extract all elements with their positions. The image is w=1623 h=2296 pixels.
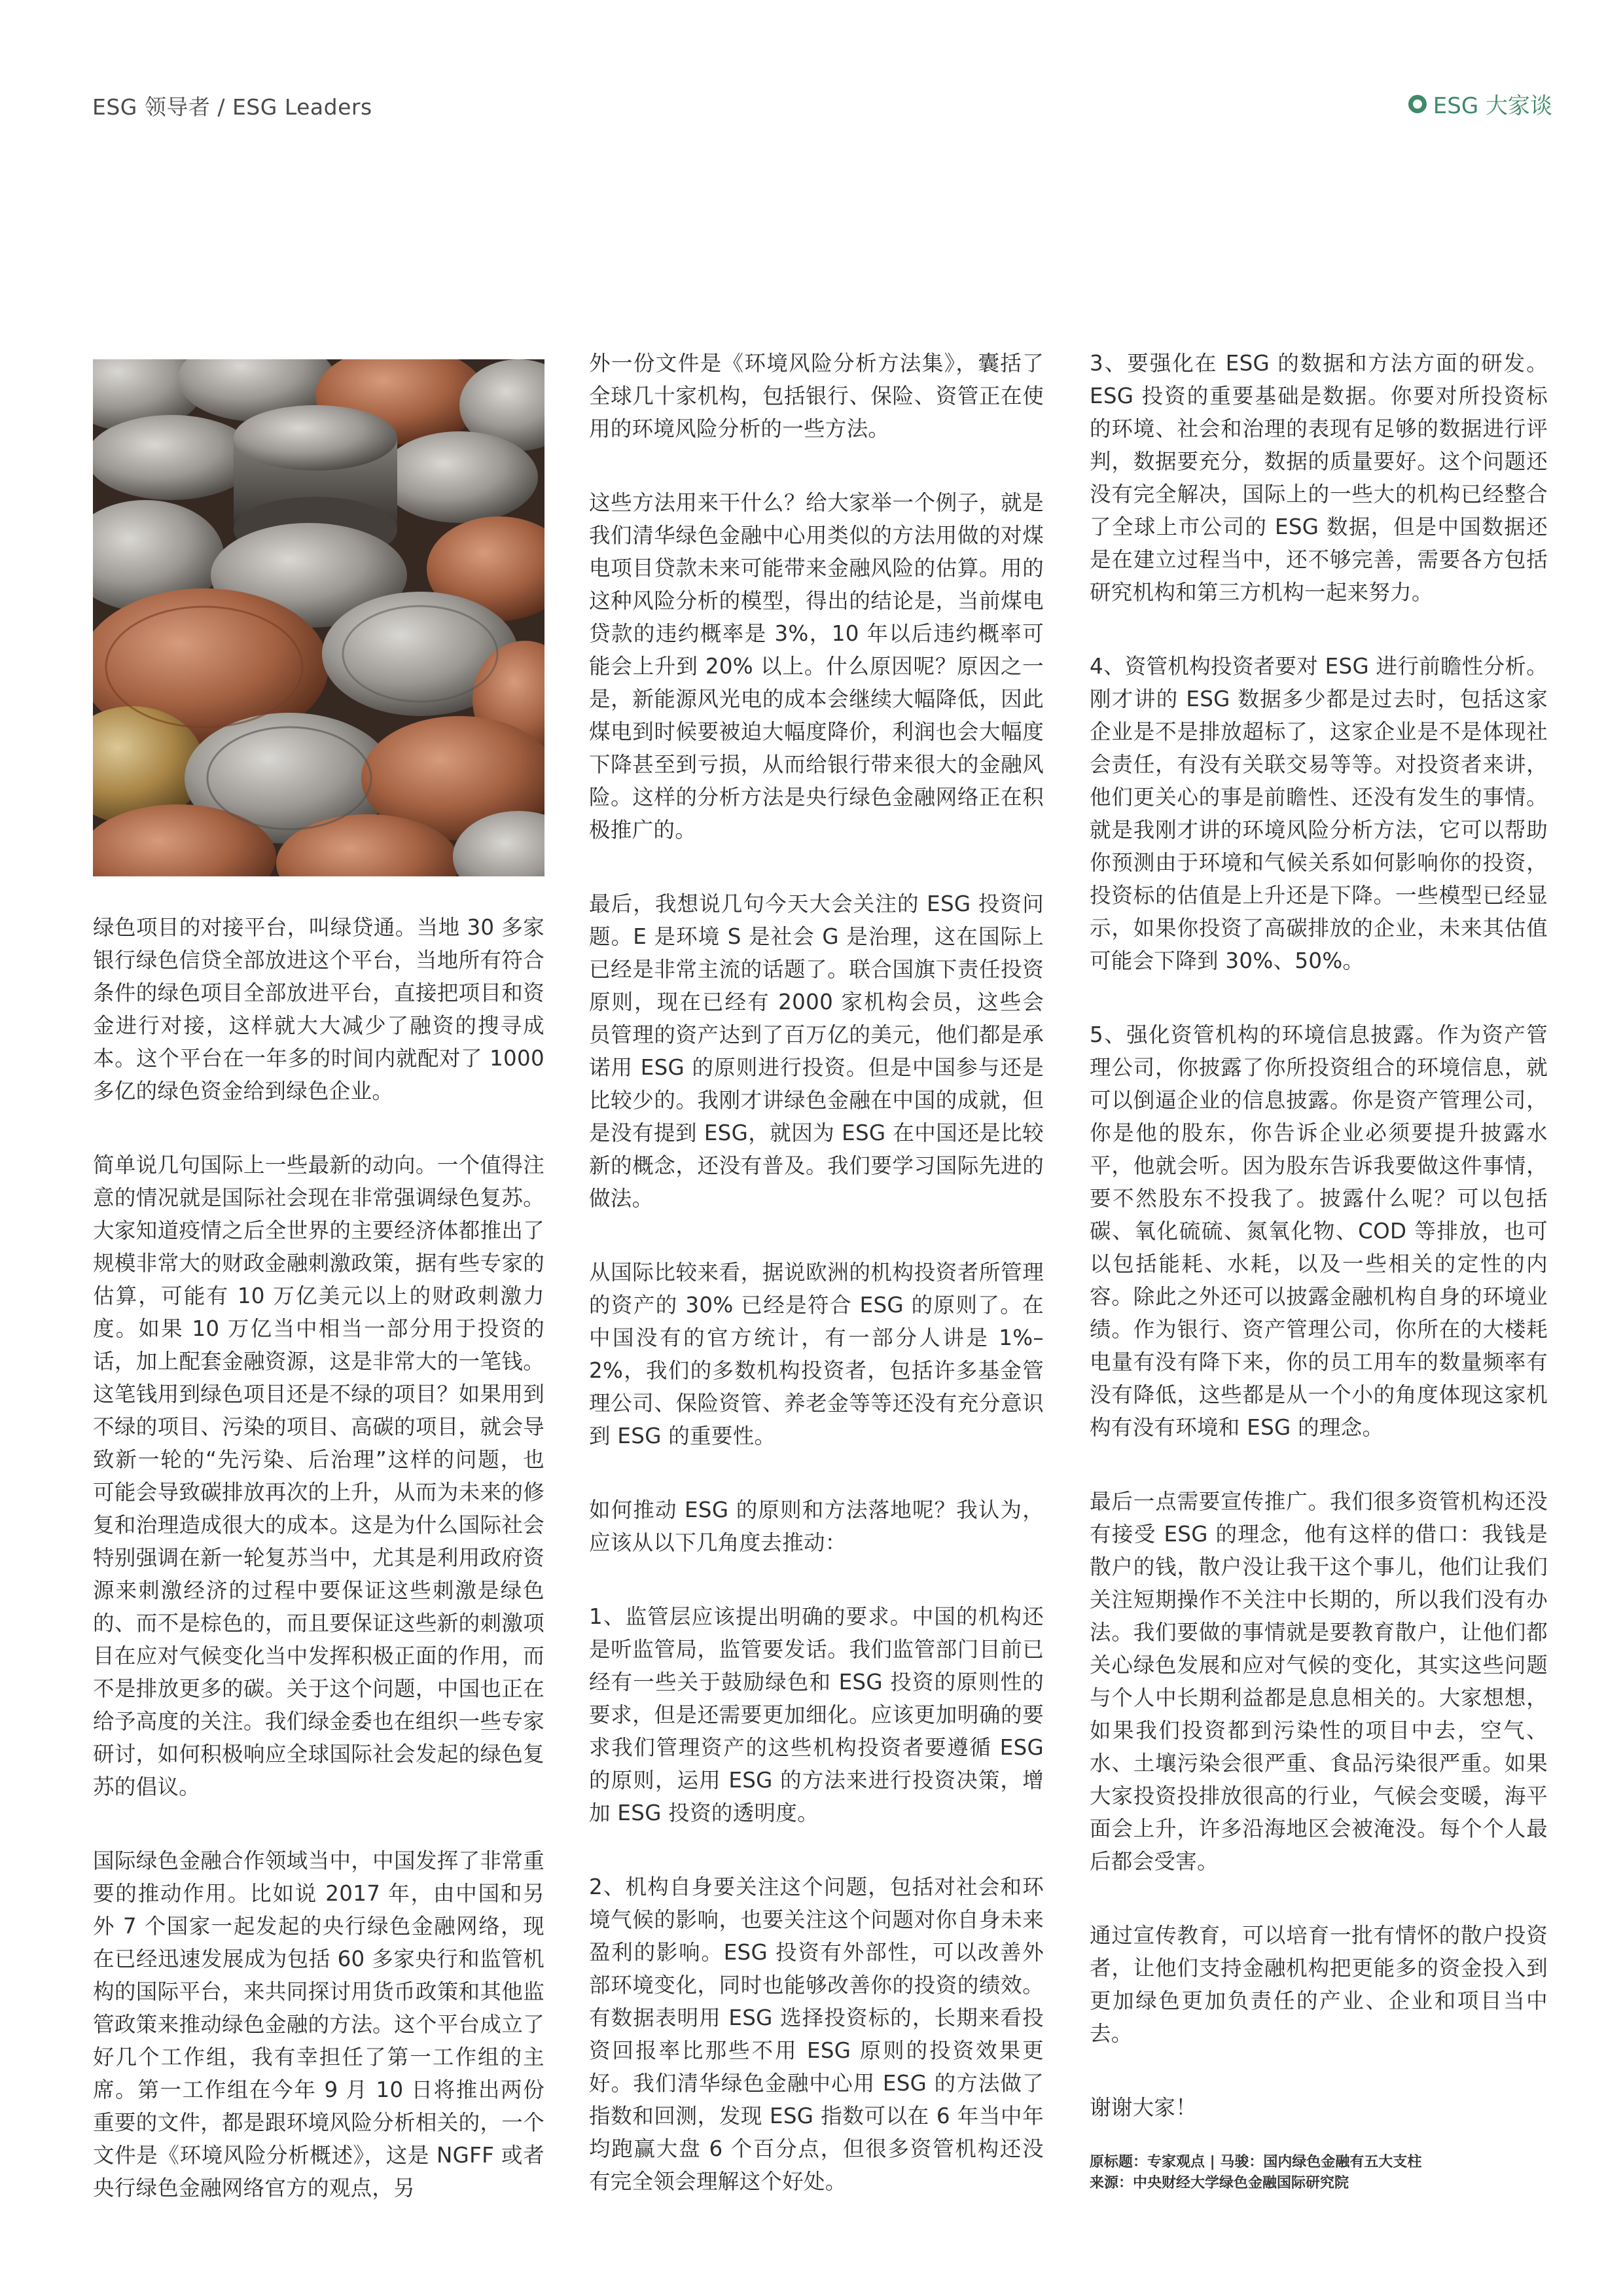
paragraph: 谢谢大家！ [1090,2095,1198,2120]
publication-title: ESG 领导者 / ESG Leaders [92,94,372,120]
brand-badge [1408,88,1552,120]
paragraph: 5、强化资管机构的环境信息披露。作为资产管理公司，你披露了你所投资组合的环境信息，就可以倒逼企业的信息披露。你是资产管理公司，你是他的股东，你告诉企业必须要提升披露水平，他就会听。因为股东告诉我要做这件事情，要不然股东不投我了。披露什么呢？可以包括碳、氧化硫硫、氮氧化物、COD 等排放，也可以包括能耗、水耗，以及一些相关的定性的内容。除此之外还可以披露金融机构自身的环境业绩。作为银行、资产管理公司，你所在的大楼耗电量有没有降下来，你的员工用车的数量频率有没有降低，这些都是从一个小的角度体现这家机构有没有环境和 ESG 的理念。 [1090,1022,1548,1440]
original-title: 原标题：专家观点 | 马骏：国内绿色金融有五大支柱 [1090,2154,1422,2170]
brand-label: ESG 大家谈 [1433,93,1552,119]
source-note [1090,2152,1548,2194]
paragraph: 国际绿色金融合作领域当中，中国发挥了非常重要的推动作用。比如说 2017 年，由中国和另外 7 个国家一起发起的央行绿色金融网络，现在已经迅速发展成为包括 60 多家央行和监管机构的国际平台，来共同探讨用货币政策和其他监管政策来推动绿色金融的方法。这个平台成立了好几个工作组，我有幸担任了第一工作组的主席。第一工作组在今年 9 月 10 日将推出两份重要的文件，都是跟环境风险分析相关的，一个文件是《环境风险分析概述》，这是 NGFF 或者央行绿色金融网络官方的观点，另 [93,1848,544,2200]
article-column-3 [1090,347,1548,2194]
coins-photo [93,359,544,876]
paragraph: 2、机构自身要关注这个问题，包括对社会和环境气候的影响，也要关注这个问题对你自身未来盈利的影响。ESG 投资有外部性，可以改善外部环境变化，同时也能够改善你的投资的绩效。有数据表明用 ESG 选择投资标的，长期来看投资回报率比那些不用 ESG 原则的投资效果更好。我们清华绿色金融中心用 ESG 的方法做了指数和回测，发现 ESG 指数可以在 6 年当中年均跑赢大盘 6 个百分点，但很多资管机构还没有完全领会理解这个好处。 [589,1874,1044,2194]
paragraph: 通过宣传教育，可以培育一批有情怀的散户投资者，让他们支持金融机构把更能多的资金投入到更加绿色更加负责任的产业、企业和项目当中去。 [1090,1923,1548,2046]
paragraph: 3、要强化在 ESG 的数据和方法方面的研发。ESG 投资的重要基础是数据。你要对所投资标的环境、社会和治理的表现有足够的数据进行评判，数据要充分，数据的质量要好。这个问题还没有完全解决，国际上的一些大的机构已经整合了全球上市公司的 ESG 数据，但是中国数据还是在建立过程当中，还不够完善，需要各方包括研究机构和第三方机构一起来努力。 [1090,351,1548,605]
paragraph: 最后一点需要宣传推广。我们很多资管机构还没有接受 ESG 的理念，他有这样的借口：我钱是散户的钱，散户没让我干这个事儿，他们让我们关注短期操作不关注中长期的，所以我们没有办法。我们要做的事情就是要教育散户，让他们都关心绿色发展和应对气候的变化，其实这些问题与个人中长期利益都是息息相关的。大家想想，如果我们投资都到污染性的项目中去，空气、水、土壤污染会很严重、食品污染很严重。如果大家投资投排放很高的行业，气候会变暖，海平面会上升，许多沿海地区会被淹没。每个个人最后都会受害。 [1090,1489,1548,1874]
paragraph: 1、监管层应该提出明确的要求。中国的机构还是听监管局，监管要发话。我们监管部门目前已经有一些关于鼓励绿色和 ESG 投资的原则性的要求，但是还需要更加细化。应该更加明确的要求我们管理资产的这些机构投资者要遵循 ESG 的原则，运用 ESG 的方法来进行投资决策，增加 ESG 投资的透明度。 [589,1604,1044,1825]
paragraph: 从国际比较来看，据说欧洲的机构投资者所管理的资产的 30% 已经是符合 ESG 的原则了。在中国没有的官方统计，有一部分人讲是 1%–2%，我们的多数机构投资者，包括许多基金管理公司、保险资管、养老金等等还没有充分意识到 ESG 的重要性。 [589,1260,1044,1448]
paragraph: 这些方法用来干什么？给大家举一个例子，就是我们清华绿色金融中心用类似的方法用做的对煤电项目贷款未来可能带来金融风险的估算。用的这种风险分析的模型，得出的结论是，当前煤电贷款的违约概率是 3%，10 年以后违约概率可能会上升到 20% 以上。什么原因呢？原因之一是，新能源风光电的成本会继续大幅降低，因此煤电到时候要被迫大幅度降价，利润也会大幅度下降甚至到亏损，从而给银行带来很大的金融风险。这样的分析方法是央行绿色金融网络正在积极推广的。 [589,490,1044,842]
paragraph: 外一份文件是《环境风险分析方法集》，囊括了全球几十家机构，包括银行、保险、资管正在使用的环境风险分析的一些方法。 [589,351,1044,441]
paragraph: 如何推动 ESG 的原则和方法落地呢？我认为，应该从以下几角度去推动： [589,1498,1044,1555]
paragraph: 4、资管机构投资者要对 ESG 进行前瞻性分析。刚才讲的 ESG 数据多少都是过去时，包括这家企业是不是排放超标了，这家企业是不是体现社会责任，有没有关联交易等等。对投资者来讲，他们更关心的事是前瞻性、还没有发生的事情。就是我刚才讲的环境风险分析方法，它可以帮助你预测由于环境和气候关系如何影响你的投资，投资标的估值是上升还是下降。一些模型已经显示，如果你投资了高碳排放的企业，未来其估值可能会下降到 30%、50%。 [1090,654,1548,973]
ring-icon [1408,95,1427,113]
paragraph: 绿色项目的对接平台，叫绿贷通。当地 30 多家银行绿色信贷全部放进这个平台，当地所有符合条件的绿色项目全部放进平台，直接把项目和资金进行对接，这样就大大减少了融资的搜寻成本。这个平台在一年多的时间内就配对了 1000 多亿的绿色资金给到绿色企业。 [93,915,544,1103]
article-column-1 [93,911,544,2246]
paragraph: 最后，我想说几句今天大会关注的 ESG 投资问题。E 是环境 S 是社会 G 是治理，这在国际上已经是非常主流的话题了。联合国旗下责任投资原则，现在已经有 2000 家机构会员，这些会员管理的资产达到了百万亿的美元，他们都是承诺用 ESG 的原则进行投资。但是中国参与还是比较少的。我刚才讲绿色金融在中国的成就，但是没有提到 ESG，就因为 ESG 在中国还是比较新的概念，还没有普及。我们要学习国际先进的做法。 [589,891,1044,1211]
article-column-2 [589,347,1044,2239]
source-origin: 来源：中央财经大学绿色金融国际研究院 [1090,2175,1349,2191]
paragraph: 简单说几句国际上一些最新的动向。一个值得注意的情况就是国际社会现在非常强调绿色复苏。大家知道疫情之后全世界的主要经济体都推出了规模非常大的财政金融刺激政策，据有些专家的估算，可能有 10 万亿美元以上的财政刺激力度。如果 10 万亿当中相当一部分用于投资的话，加上配套金融资源，这是非常大的一笔钱。这笔钱用到绿色项目还是不绿的项目？如果用到不绿的项目、污染的项目、高碳的项目，就会导致新一轮的“先污染、后治理”这样的问题，也可能会导致碳排放再次的上升，从而为未来的修复和治理造成很大的成本。这是为什么国际社会特别强调在新一轮复苏当中，尤其是利用政府资源来刺激经济的过程中要保证这些刺激是绿色的、而不是棕色的，而且要保证这些新的刺激项目在应对气候变化当中发挥积极正面的作用，而不是排放更多的碳。关于这个问题，中国也正在给予高度的关注。我们绿金委也在组织一些专家研讨，如何积极响应全球国际社会发起的绿色复苏的倡议。 [93,1153,544,1799]
